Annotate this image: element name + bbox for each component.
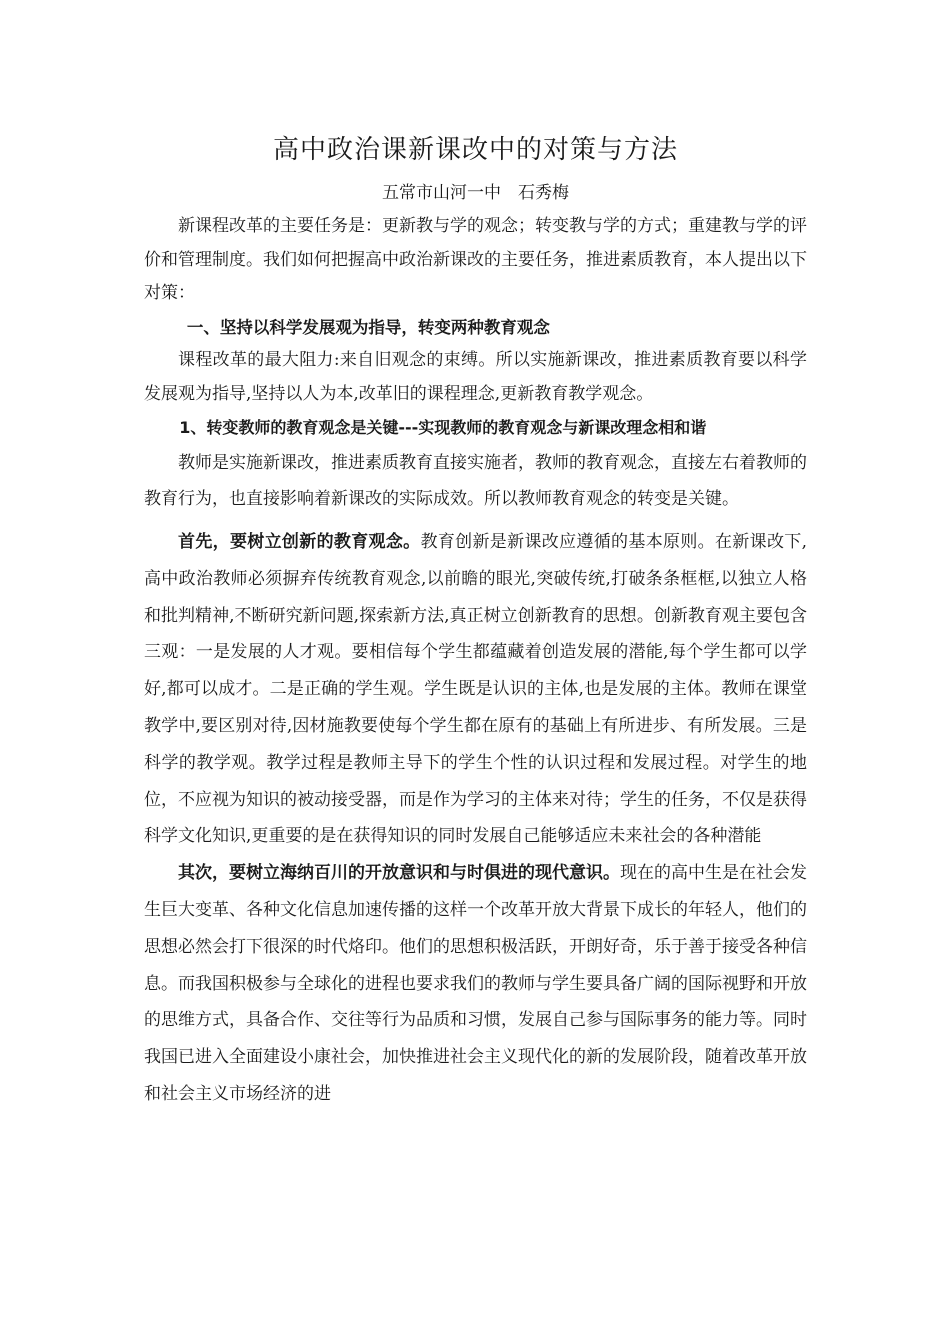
point1-paragraph xyxy=(144,524,807,855)
point2-paragraph xyxy=(144,855,807,1113)
document-content xyxy=(144,128,807,1113)
subsection1-heading: 1、转变教师的教育观念是关键---实现教师的教育观念与新课改理念相和谐 xyxy=(179,418,707,437)
section1-paragraph: 课程改革的最大阻力:来自旧观念的束缚。所以实施新课改，推进素质教育要以科学发展观为指导,坚持以人为本,改革旧的课程理念,更新教育教学观念。 xyxy=(144,350,807,404)
point1-lead: 首先，要树立创新的教育观念。 xyxy=(178,532,421,553)
section1-heading: 一、坚持以科学发展观为指导，转变两种教育观念 xyxy=(186,317,550,337)
point2-text: 现在的高中生是在社会发生巨大变革、各种文化信息加速传播的这样一个改革开放大背景下成长的年轻人，他们的思想必然会打下很深的时代烙印。他们的思想积极活跃，开朗好奇，乐于善于接受各种信息。而我国积极参与全球化的进程也要求我们的教师与学生要具备广阔的国际视野和开放的思维方式，具备合作、交往等行为品质和习惯，发展自己参与国际事务的能力等。同时我国已进入全面建设小康社会，加快推进社会主义现代化的新的发展阶段，随着改革开放和社会主义市场经济的进 xyxy=(144,863,807,1105)
subsection1-paragraph: 教师是实施新课改，推进素质教育直接实施者，教师的教育观念，直接左右着教师的教育行为，也直接影响着新课改的实际成效。所以教师教育观念的转变是关键。 xyxy=(144,452,807,510)
document-author: 五常市山河一中 石秀梅 xyxy=(382,183,569,203)
intro-paragraph: 新课程改革的主要任务是：更新教与学的观念；转变教与学的方式；重建教与学的评价和管理制度。我们如何把握高中政治新课改的主要任务，推进素质教育，本人提出以下对策： xyxy=(144,216,807,303)
point1-text: 教育创新是新课改应遵循的基本原则。在新课改下,高中政治教师必须摒弃传统教育观念,以前瞻的眼光,突破传统,打破条条框框,以独立人格和批判精神,不断研究新问题,探索新方法,真正树立创新教育的思想。创新教育观主要包含三观：一是发展的人才观。要相信每个学生都蕴藏着创造发展的潜能,每个学生都可以学好,都可以成才。二是正确的学生观。学生既是认识的主体,也是发展的主体。教师在课堂教学中,要区别对待,因材施教要使每个学生都在原有的基础上有所进步、有所发展。三是科学的教学观。教学过程是教师主导下的学生个性的认识过程和发展过程。对学生的地位，不应视为知识的被动接受器，而是作为学习的主体来对待；学生的任务，不仅是获得科学文化知识,更重要的是在获得知识的同时发展自己能够适应未来社会的各种潜能 xyxy=(144,532,808,847)
point2-lead: 其次，要树立海纳百川的开放意识和与时俱进的现代意识。 xyxy=(178,863,620,884)
document-title: 高中政治课新课改中的对策与方法 xyxy=(272,135,678,165)
